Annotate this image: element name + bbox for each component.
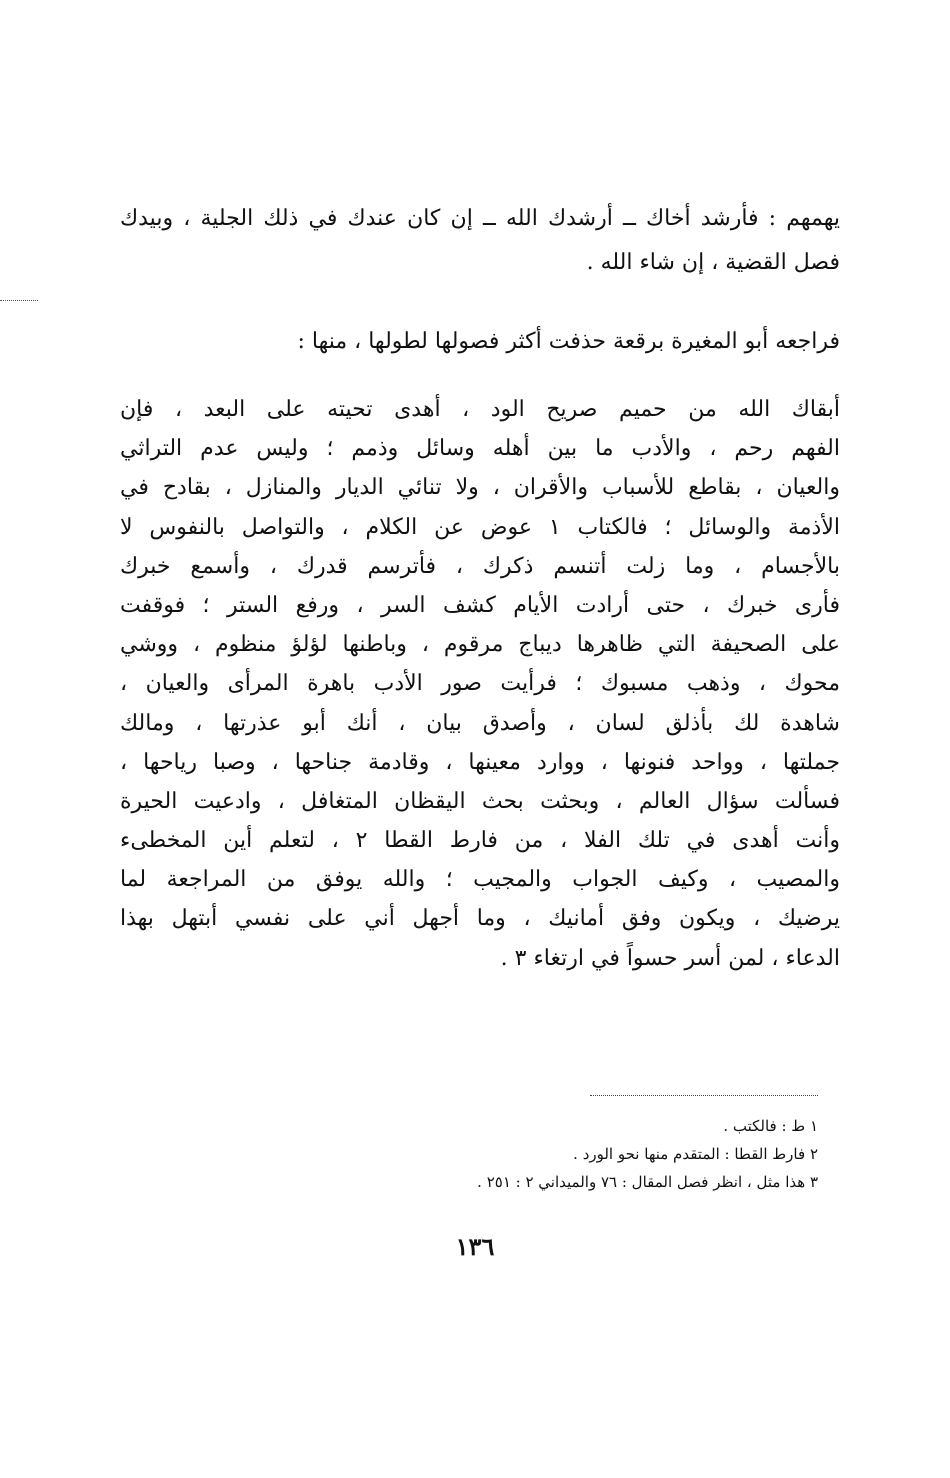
letter-paragraph [120,390,840,978]
text-line: يهمهم : فأرشد أخاك ــ أرشدك الله ــ إن كان عندك في ذلك الجلية ، وبيدك [120,206,840,231]
footnote: ١ ط : فالكتب . [723,1117,818,1135]
text-line: شاهدة لك بأذلق لسان ، وأصدق بيان ، أنك أبو عذرتها ، ومالك [120,710,840,736]
footnote: ٣ هذا مثل ، انظر فصل المقال : ٧٦ والميداني ٢ : ٢٥١ . [477,1173,818,1191]
footnote: ٢ فارط القطا : المتقدم منها نحو الورد . [573,1145,818,1163]
text-line: والمصيب ، وكيف الجواب والمجيب ؛ والله يوفق من المراجعة لما [120,867,840,893]
margin-mark [0,300,38,301]
transition-paragraph [120,320,840,364]
text-line: على الصحيفة التي ظاهرها ديباج مرقوم ، وباطنها لؤلؤ منظوم ، ووشي [120,632,840,658]
text-line: أبقاك الله من حميم صريح الود ، أهدى تحيته على البعد ، فإن [120,397,840,422]
text-line: فسألت سؤال العالم ، وبحثت بحث اليقظان المتغافل ، وادعيت الحيرة [120,788,840,814]
text-line: فراجعه أبو المغيرة برقعة حذفت أكثر فصولها لطولها ، منها : [297,329,840,354]
text-line: بالأجسام ، وما زلت أتنسم ذكرك ، فأترسم قدرك ، وأسمع خبرك [120,553,840,579]
text-line: فصل القضية ، إن شاء الله . [586,250,840,275]
footnotes [300,1112,818,1196]
text-line: والعيان ، بقاطع للأسباب والأقران ، ولا تنائي الديار والمنازل ، بقادح في [120,475,840,501]
text-line: فأرى خبرك ، حتى أرادت الأيام كشف السر ، ورفع الستر ؛ فوقفت [120,592,840,618]
intro-paragraph [120,197,840,285]
text-line: جملتها ، وواحد فنونها ، ووارد معينها ، وقادمة جناحها ، وصبا رياحها ، [120,749,841,775]
text-line: محوك ، وذهب مسبوك ؛ فرأيت صور الأدب باهرة المرأى والعيان ، [120,671,840,697]
page-number: ١٣٦ [455,1232,495,1261]
text-line: الدعاء ، لمن أسر حسواً في ارتغاء ٣ . [500,945,840,971]
text-line: الفهم رحم ، والأدب ما بين أهله وسائل وذمم ؛ وليس عدم التراثي [120,436,840,462]
text-line: يرضيك ، ويكون وفق أمانيك ، وما أجهل أني على نفسي أبتهل بهذا [120,906,840,932]
footnote-divider [590,1095,818,1096]
text-line: وأنت أهدى في تلك الفلا ، من فارط القطا ٢ ، لتعلم أين المخطىء [120,828,840,854]
text-line: الأذمة والوسائل ؛ فالكتاب ١ عوض عن الكلام ، والتواصل بالنفوس لا [120,514,840,540]
